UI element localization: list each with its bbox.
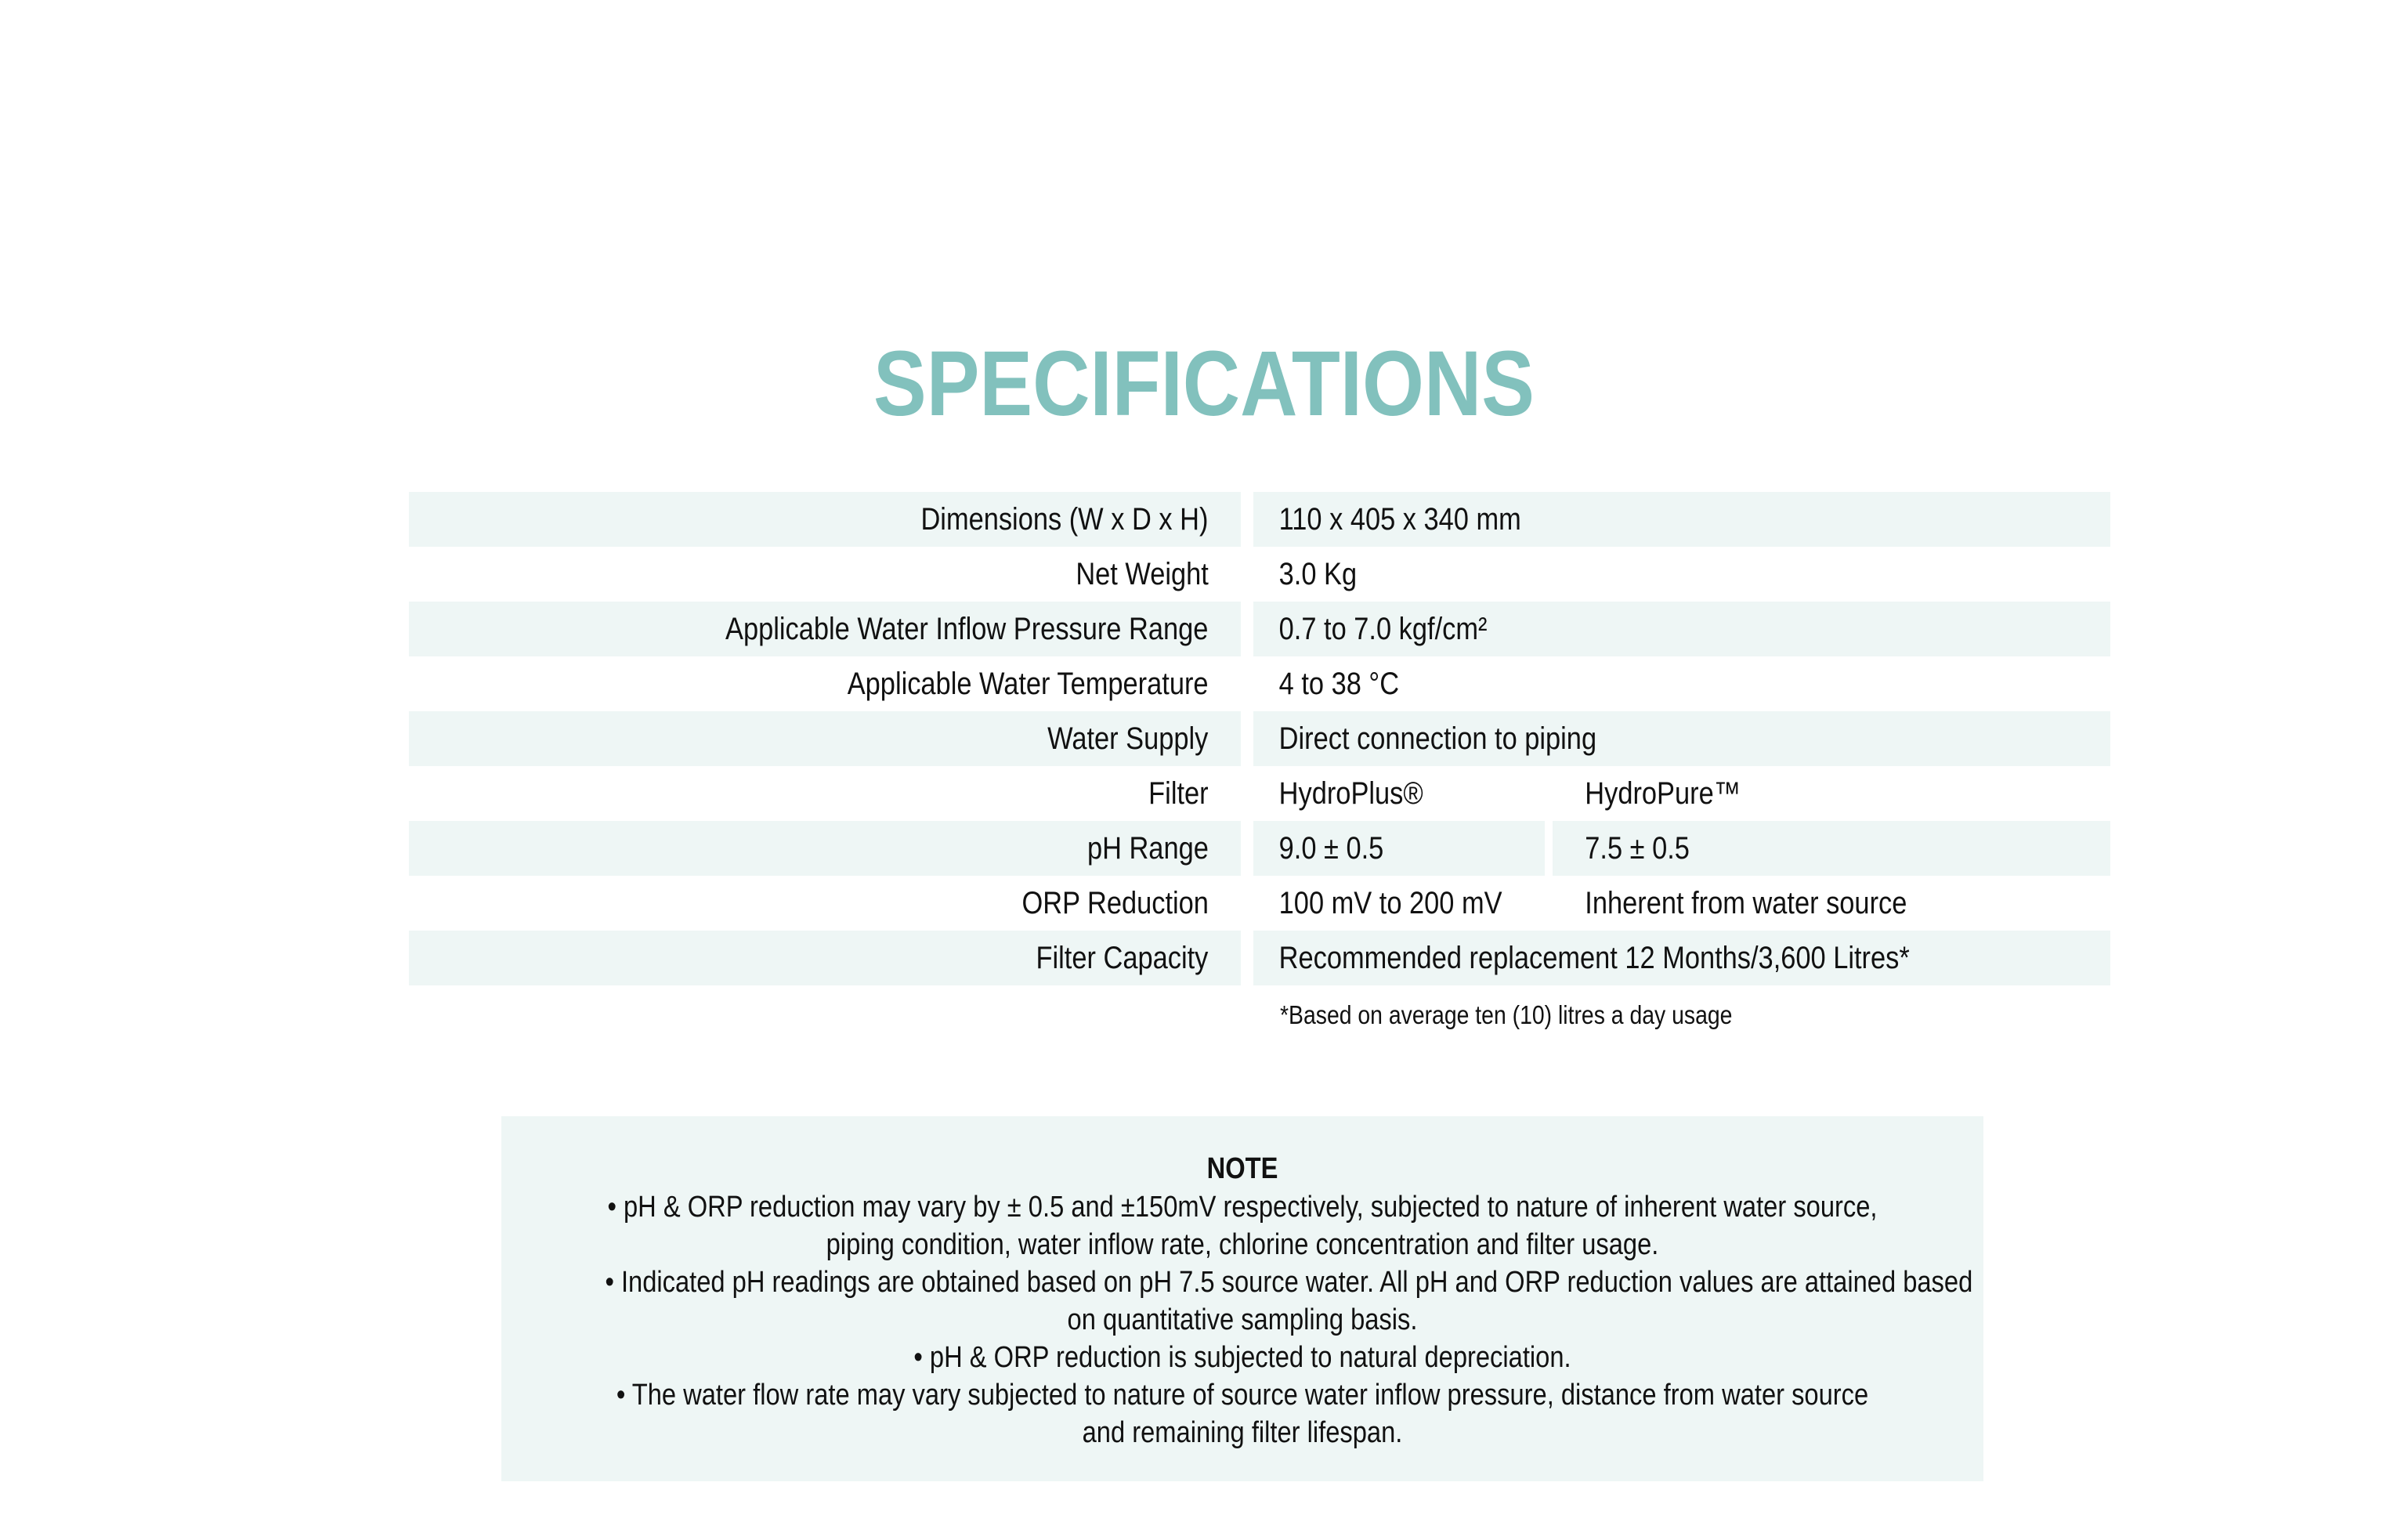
spec-row-net-weight (409, 547, 2110, 602)
note-box (501, 1116, 1983, 1481)
spec-value-hydropure: HydroPure™ (1585, 776, 1741, 811)
spec-value-hydropure: Inherent from water source (1585, 886, 1907, 920)
spec-label: ORP Reduction (1021, 886, 1209, 920)
note-line: • Indicated pH readings are obtained based on pH 7.5 source water. All pH and ORP reduction values are attained based (605, 1266, 1973, 1299)
note-line: • The water flow rate may vary subjected to nature of source water inflow pressure, distance from water source (616, 1379, 1869, 1412)
spec-row-ph-range (409, 821, 2110, 876)
spec-value: Direct connection to piping (1278, 721, 1597, 756)
spec-value: 0.7 to 7.0 kgf/cm² (1278, 612, 1488, 646)
spec-value: 4 to 38 °C (1278, 667, 1400, 701)
note-line: piping condition, water inflow rate, chlorine concentration and filter usage. (826, 1228, 1659, 1261)
spec-label: Filter (1148, 776, 1209, 811)
spec-value-hydropure: 7.5 ± 0.5 (1585, 831, 1690, 866)
spec-label: Applicable Water Temperature (847, 667, 1209, 701)
note-line: and remaining filter lifespan. (1082, 1416, 1403, 1449)
spec-row-pressure-range (409, 602, 2110, 656)
spec-row-filter (409, 766, 2110, 821)
note-title: NOTE (1206, 1152, 1278, 1185)
spec-value-hydroplus: 100 mV to 200 mV (1278, 886, 1502, 920)
note-line: on quantitative sampling basis. (1067, 1303, 1418, 1336)
note-line: • pH & ORP reduction is subjected to natural depreciation. (913, 1341, 1571, 1374)
spec-label: Dimensions (W x D x H) (920, 502, 1209, 537)
spec-value: Recommended replacement 12 Months/3,600 Litres* (1278, 941, 1910, 975)
specifications-table (409, 492, 2110, 985)
spec-label: Applicable Water Inflow Pressure Range (725, 612, 1209, 646)
footnote: *Based on average ten (10) litres a day usage (1280, 1000, 1733, 1029)
spec-row-water-temperature (409, 656, 2110, 711)
spec-value: 3.0 Kg (1278, 557, 1358, 591)
spec-row-water-supply (409, 711, 2110, 766)
spec-row-orp-reduction (409, 876, 2110, 931)
spec-row-dimensions (409, 492, 2110, 547)
spec-label: Net Weight (1076, 557, 1209, 591)
spec-value: 110 x 405 x 340 mm (1278, 502, 1521, 537)
spec-label: Filter Capacity (1036, 941, 1209, 975)
note-lines (501, 1188, 1983, 1452)
spec-label: pH Range (1086, 831, 1209, 866)
spec-value-hydroplus: HydroPlus® (1278, 776, 1423, 811)
page-title: SPECIFICATIONS (873, 332, 1535, 436)
spec-value-hydroplus: 9.0 ± 0.5 (1278, 831, 1384, 866)
spec-row-filter-capacity (409, 931, 2110, 985)
note-line: • pH & ORP reduction may vary by ± 0.5 and ±150mV respectively, subjected to nature of inherent water source, (607, 1191, 1878, 1224)
spec-label: Water Supply (1047, 721, 1209, 756)
